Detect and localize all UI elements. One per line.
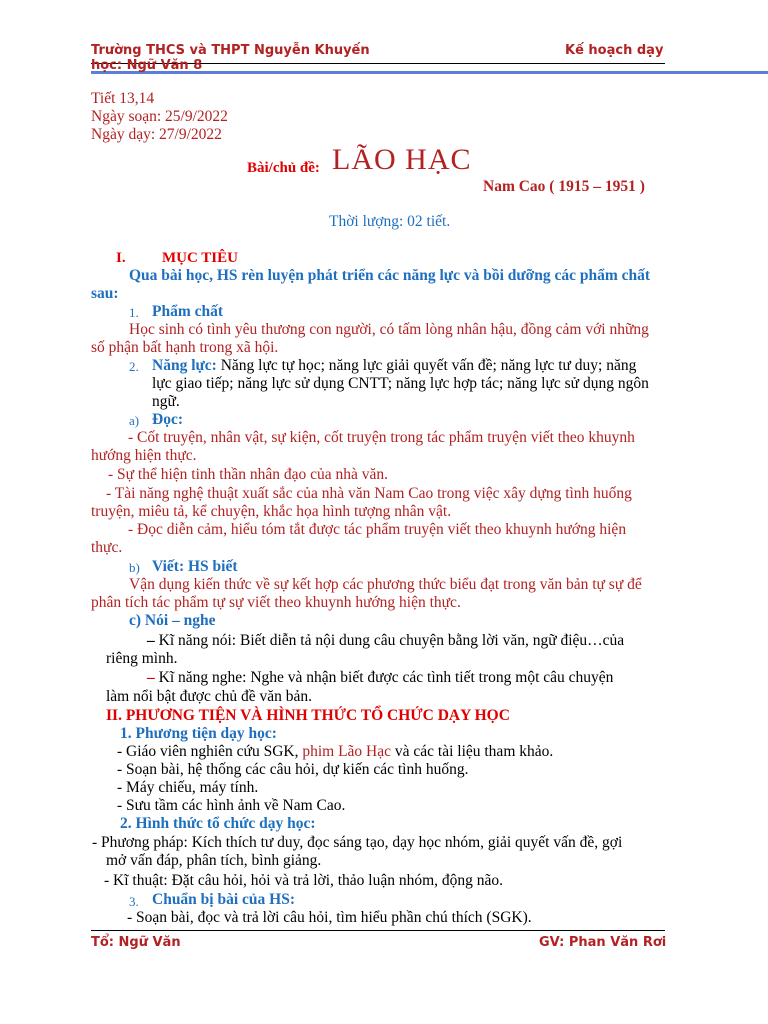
header-plan: Kế hoạch dạy bbox=[565, 43, 664, 58]
section2-heading: II. PHƯƠNG TIỆN VÀ HÌNH THỨC TỔ CHỨC DẠY HỌC bbox=[106, 707, 510, 724]
page-title: LÃO HẠC bbox=[332, 143, 472, 176]
s3-title: Chuẩn bị bài của HS: bbox=[152, 891, 295, 908]
section1-numeral: I. bbox=[116, 250, 126, 266]
s2-item1-line2: mở vấn đáp, phân tích, bình giảng. bbox=[106, 852, 322, 869]
p2-title: Năng lực: bbox=[152, 357, 217, 374]
c2-line2: làm nổi bật được chủ đề văn bản. bbox=[106, 688, 312, 705]
p2-line3: ngữ. bbox=[152, 393, 180, 410]
date-prepared: Ngày soạn: 25/9/2022 bbox=[91, 108, 228, 125]
title-author: Nam Cao ( 1915 – 1951 ) bbox=[483, 178, 645, 195]
s1-item4: - Sưu tầm các hình ảnh về Nam Cao. bbox=[117, 797, 346, 814]
section1-heading: MỤC TIÊU bbox=[162, 250, 238, 266]
section1-intro-l2: sau: bbox=[91, 285, 119, 302]
s1-title: 1. Phương tiện dạy học: bbox=[120, 725, 277, 742]
a3-line2: truyện, miêu tả, kể chuyện, khắc họa hình tượng nhân vật. bbox=[91, 503, 452, 520]
p2-number: 2. bbox=[129, 359, 139, 374]
footer-dept: Tổ: Ngữ Văn bbox=[91, 935, 181, 950]
s3-number: 3. bbox=[129, 894, 139, 909]
b-line1: Vận dụng kiến thức về sự kết hợp các phương thức biểu đạt trong văn bản tự sự để bbox=[129, 576, 642, 593]
film-link[interactable]: phim Lão Hạc bbox=[302, 743, 391, 760]
header-subject: học: Ngữ Văn 8 bbox=[91, 58, 203, 73]
date-taught: Ngày dạy: 27/9/2022 bbox=[91, 126, 222, 143]
s2-item2: - Kĩ thuật: Đặt câu hỏi, hỏi và trả lời, thảo luận nhóm, động não. bbox=[104, 872, 504, 889]
a1-line2: hướng hiện thực. bbox=[91, 447, 197, 464]
footer-rule bbox=[91, 930, 665, 931]
a1-line1: - Cốt truyện, nhân vật, sự kiện, cốt truyện trong tác phẩm truyện viết theo khuynh bbox=[128, 429, 635, 446]
s1-item1-post: và các tài liệu tham khảo. bbox=[391, 743, 554, 760]
c1-text: Kĩ năng nói: Biết diễn tả nội dung câu chuyện bằng lời văn, ngữ điệu…của bbox=[154, 632, 625, 649]
title-prefix: Bài/chủ đề: bbox=[247, 160, 320, 176]
p1-line1: Học sinh có tình yêu thương con người, có tấm lòng nhân hậu, đồng cảm với những bbox=[129, 321, 649, 338]
s2-item1-line1: - Phương pháp: Kích thích tư duy, đọc sáng tạo, dạy học nhóm, giải quyết vấn đề, gợi bbox=[92, 834, 623, 851]
lesson-number: Tiết 13,14 bbox=[91, 90, 155, 107]
a3-line1: - Tài năng nghệ thuật xuất sắc của nhà văn Nam Cao trong việc xây dựng tình huống bbox=[106, 485, 632, 502]
p2-line2: lực giao tiếp; năng lực sử dụng CNTT; năng lực hợp tác; năng lực sử dụng ngôn bbox=[152, 375, 649, 392]
b-title: Viết: HS biết bbox=[152, 558, 238, 575]
s1-item3: - Máy chiếu, máy tính. bbox=[117, 779, 259, 796]
s1-item2: - Soạn bài, hệ thống các câu hỏi, dự kiến các tình huống. bbox=[117, 761, 469, 778]
p1-line2: số phận bất hạnh trong xã hội. bbox=[91, 339, 279, 356]
duration: Thời lượng: 02 tiết. bbox=[329, 213, 451, 230]
a-number: a) bbox=[129, 413, 140, 428]
b-number: b) bbox=[129, 560, 140, 575]
a-title: Đọc: bbox=[152, 411, 183, 428]
p1-title: Phẩm chất bbox=[152, 303, 224, 320]
s3-item1: - Soạn bài, đọc và trả lời câu hỏi, tìm hiểu phần chú thích (SGK). bbox=[127, 909, 532, 926]
c1-line2: riêng mình. bbox=[106, 650, 178, 667]
c-title: c) Nói – nghe bbox=[129, 612, 216, 629]
a2-line: - Sự thể hiện tinh thần nhân đạo của nhà văn. bbox=[108, 466, 389, 483]
a4-line2: thực. bbox=[91, 539, 123, 556]
footer-teacher: GV: Phan Văn Rơi bbox=[539, 935, 667, 950]
p2-line1 bbox=[152, 357, 636, 375]
c1-dash: – bbox=[147, 632, 155, 649]
header-school: Trường THCS và THPT Nguyễn Khuyến bbox=[91, 43, 370, 58]
c1-line1 bbox=[147, 632, 624, 650]
section1-intro-l1: Qua bài học, HS rèn luyện phát triển các năng lực và bồi dưỡng các phẩm chất bbox=[129, 267, 651, 284]
s1-item1 bbox=[117, 743, 553, 761]
s1-item1-pre: - Giáo viên nghiên cứu SGK, bbox=[117, 743, 303, 760]
p1-number: 1. bbox=[129, 305, 139, 320]
s2-title: 2. Hình thức tổ chức dạy học: bbox=[120, 815, 316, 832]
p2-text: Năng lực tự học; năng lực giải quyết vấn đề; năng lực tư duy; năng bbox=[216, 357, 637, 374]
c2-text: Kĩ năng nghe: Nghe và nhận biết được các tình tiết trong một câu chuyện bbox=[154, 669, 614, 686]
c2-line1 bbox=[147, 669, 613, 687]
a4-line1: - Đọc diễn cảm, hiểu tóm tắt được tác phẩm truyện viết theo khuynh hướng hiện bbox=[128, 521, 627, 538]
b-line2: phân tích tác phẩm tự sự viết theo khuynh hướng hiện thực. bbox=[91, 594, 461, 611]
c2-dash: – bbox=[147, 669, 155, 686]
